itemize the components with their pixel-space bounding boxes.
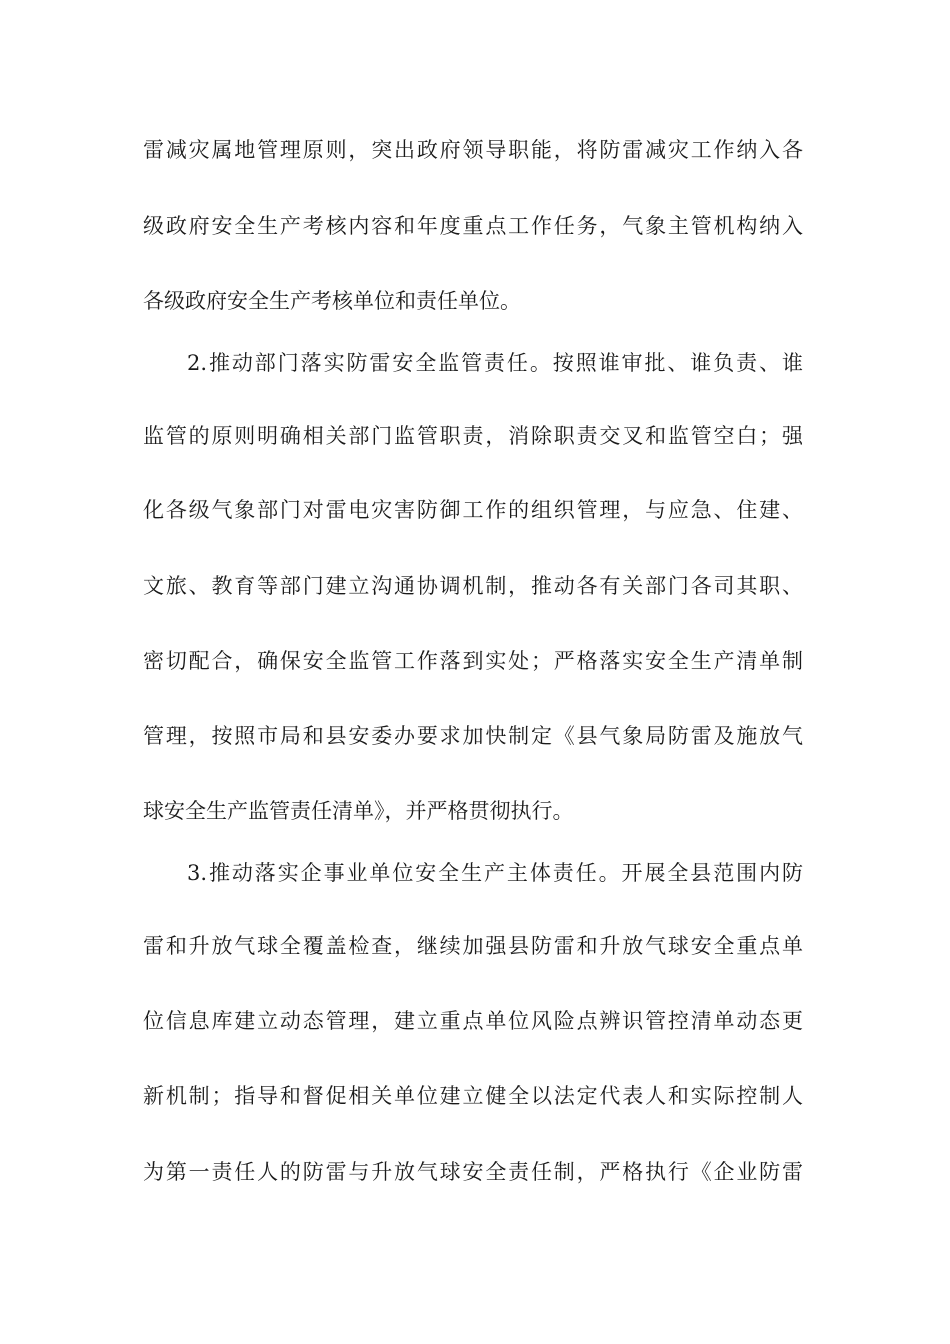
text-line: 雷和升放气球全覆盖检查，继续加强县防雷和升放气球安全重点单	[143, 934, 803, 958]
text-line: 密切配合，确保安全监管工作落到实处；严格落实安全生产清单制	[143, 649, 803, 673]
text-line: 为第一责任人的防雷与升放气球安全责任制，严格执行《企业防雷	[143, 1160, 803, 1184]
text-line: 各级政府安全生产考核单位和责任单位。	[143, 289, 521, 313]
text-line: 化各级气象部门对雷电灾害防御工作的组织管理，与应急、住建、	[143, 498, 803, 522]
text-line: 监管的原则明确相关部门监管职责，消除职责交叉和监管空白；强	[143, 424, 803, 448]
text-line: 新机制；指导和督促相关单位建立健全以法定代表人和实际控制人	[143, 1084, 803, 1108]
text-line: 级政府安全生产考核内容和年度重点工作任务，气象主管机构纳入	[143, 214, 803, 238]
text-line: 球安全生产监管责任清单》，并严格贯彻执行。	[143, 799, 574, 823]
paragraph-start-line: 2.推动部门落实防雷安全监管责任。按照谁审批、谁负责、谁	[187, 351, 803, 375]
text-line: 管理，按照市局和县安委办要求加快制定《县气象局防雷及施放气	[143, 724, 803, 748]
text-line: 雷减灾属地管理原则，突出政府领导职能，将防雷减灾工作纳入各	[143, 138, 803, 162]
text-line: 文旅、教育等部门建立沟通协调机制，推动各有关部门各司其职、	[143, 574, 803, 598]
paragraph-start-line: 3.推动落实企事业单位安全生产主体责任。开展全县范围内防	[187, 861, 803, 885]
text-line: 位信息库建立动态管理，建立重点单位风险点辨识管控清单动态更	[143, 1009, 803, 1033]
